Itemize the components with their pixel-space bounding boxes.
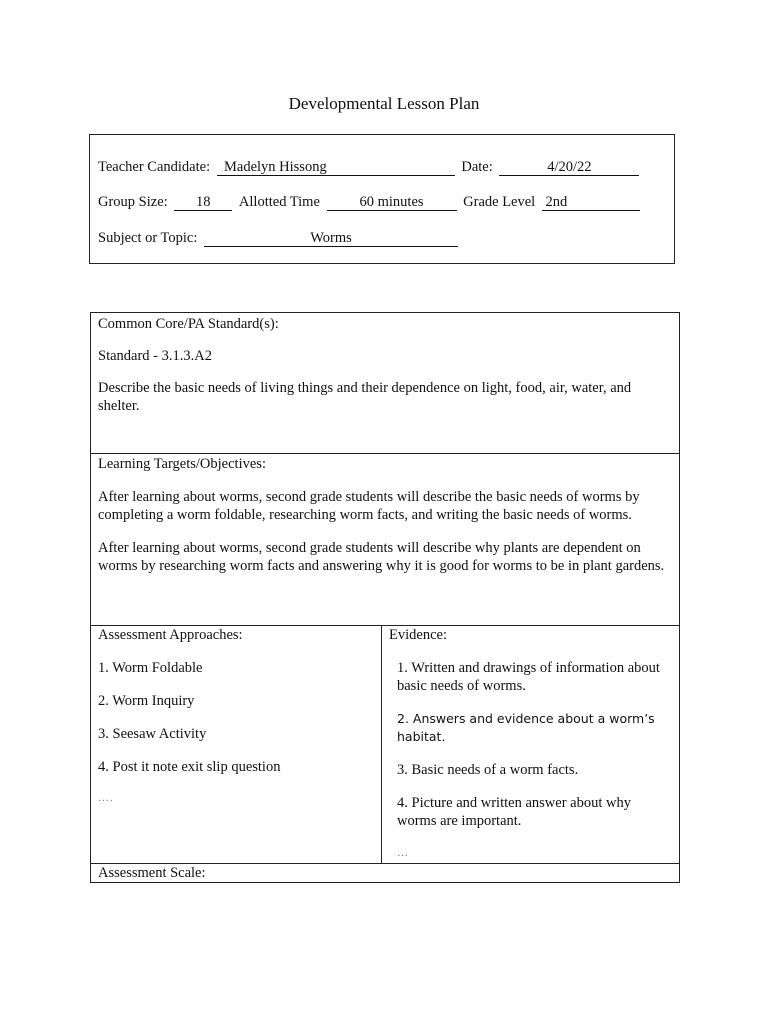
group-value: 18 bbox=[174, 195, 232, 211]
group-label: Group Size: bbox=[98, 194, 168, 210]
teacher-date-row bbox=[98, 159, 639, 176]
standard-code: Standard - 3.1.3.A2 bbox=[98, 348, 212, 364]
assessment-scale-cell bbox=[91, 864, 680, 883]
assessment-heading: Assessment Approaches: bbox=[98, 627, 243, 643]
date-value: 4/20/22 bbox=[499, 160, 639, 176]
teacher-info-box bbox=[89, 134, 675, 264]
evidence-item-3: 3. Basic needs of a worm facts. bbox=[397, 762, 579, 778]
objectives-row bbox=[91, 454, 680, 626]
teacher-label: Teacher Candidate: bbox=[98, 159, 211, 175]
grade-value: 2nd bbox=[545, 194, 568, 210]
standards-cell bbox=[91, 313, 680, 454]
subject-label: Subject or Topic: bbox=[98, 230, 198, 246]
assessment-row bbox=[91, 626, 680, 864]
assessment-item-2: 2. Worm Inquiry bbox=[98, 693, 195, 709]
teacher-value: Madelyn Hissong bbox=[223, 159, 327, 175]
time-label: Allotted Time bbox=[238, 194, 320, 210]
objectives-cell bbox=[91, 454, 680, 626]
standard-description: Describe the basic needs of living things and their dependence on light, food, air, water, and shelter. bbox=[98, 380, 632, 414]
objective-1: After learning about worms, second grade students will describe the basic needs of worms by completing a worm foldable, researching worm facts, and writing the basic needs of worms. bbox=[98, 489, 640, 523]
assessment-item-4: 4. Post it note exit slip question bbox=[98, 759, 281, 775]
time-value: 60 minutes bbox=[327, 195, 457, 211]
assessment-item-3: 3. Seesaw Activity bbox=[98, 726, 207, 742]
lesson-plan-table bbox=[90, 312, 680, 883]
assessment-scale-row bbox=[91, 864, 680, 883]
evidence-ellipsis: … bbox=[397, 847, 409, 859]
date-label: Date: bbox=[461, 159, 493, 175]
evidence-item-1: 1. Written and drawings of information about basic needs of worms. bbox=[397, 660, 660, 694]
evidence-item-2: 2. Answers and evidence about a worm’s habitat. bbox=[397, 711, 655, 744]
standards-row bbox=[91, 313, 680, 454]
subject-row bbox=[98, 230, 458, 247]
evidence-heading: Evidence: bbox=[389, 627, 447, 643]
assessment-scale-heading: Assessment Scale: bbox=[98, 865, 206, 881]
assessment-item-1: 1. Worm Foldable bbox=[98, 660, 203, 676]
objective-2: After learning about worms, second grade students will describe why plants are dependent on worms by researching worm facts and answering why it is good for worms to be in plant gardens. bbox=[98, 540, 665, 574]
grade-field bbox=[542, 195, 640, 211]
grade-label: Grade Level bbox=[463, 194, 536, 210]
evidence-list bbox=[389, 659, 672, 862]
objectives-heading: Learning Targets/Objectives: bbox=[98, 456, 266, 472]
evidence-cell bbox=[382, 626, 680, 864]
assessment-ellipsis: …. bbox=[98, 792, 114, 804]
teacher-field bbox=[217, 160, 455, 176]
assessment-approaches-cell bbox=[91, 626, 382, 864]
group-time-grade-row bbox=[98, 194, 640, 211]
subject-value: Worms bbox=[204, 231, 458, 247]
page-title: Developmental Lesson Plan bbox=[288, 94, 480, 113]
standards-heading: Common Core/PA Standard(s): bbox=[98, 316, 279, 332]
evidence-item-4: 4. Picture and written answer about why worms are important. bbox=[397, 795, 631, 829]
